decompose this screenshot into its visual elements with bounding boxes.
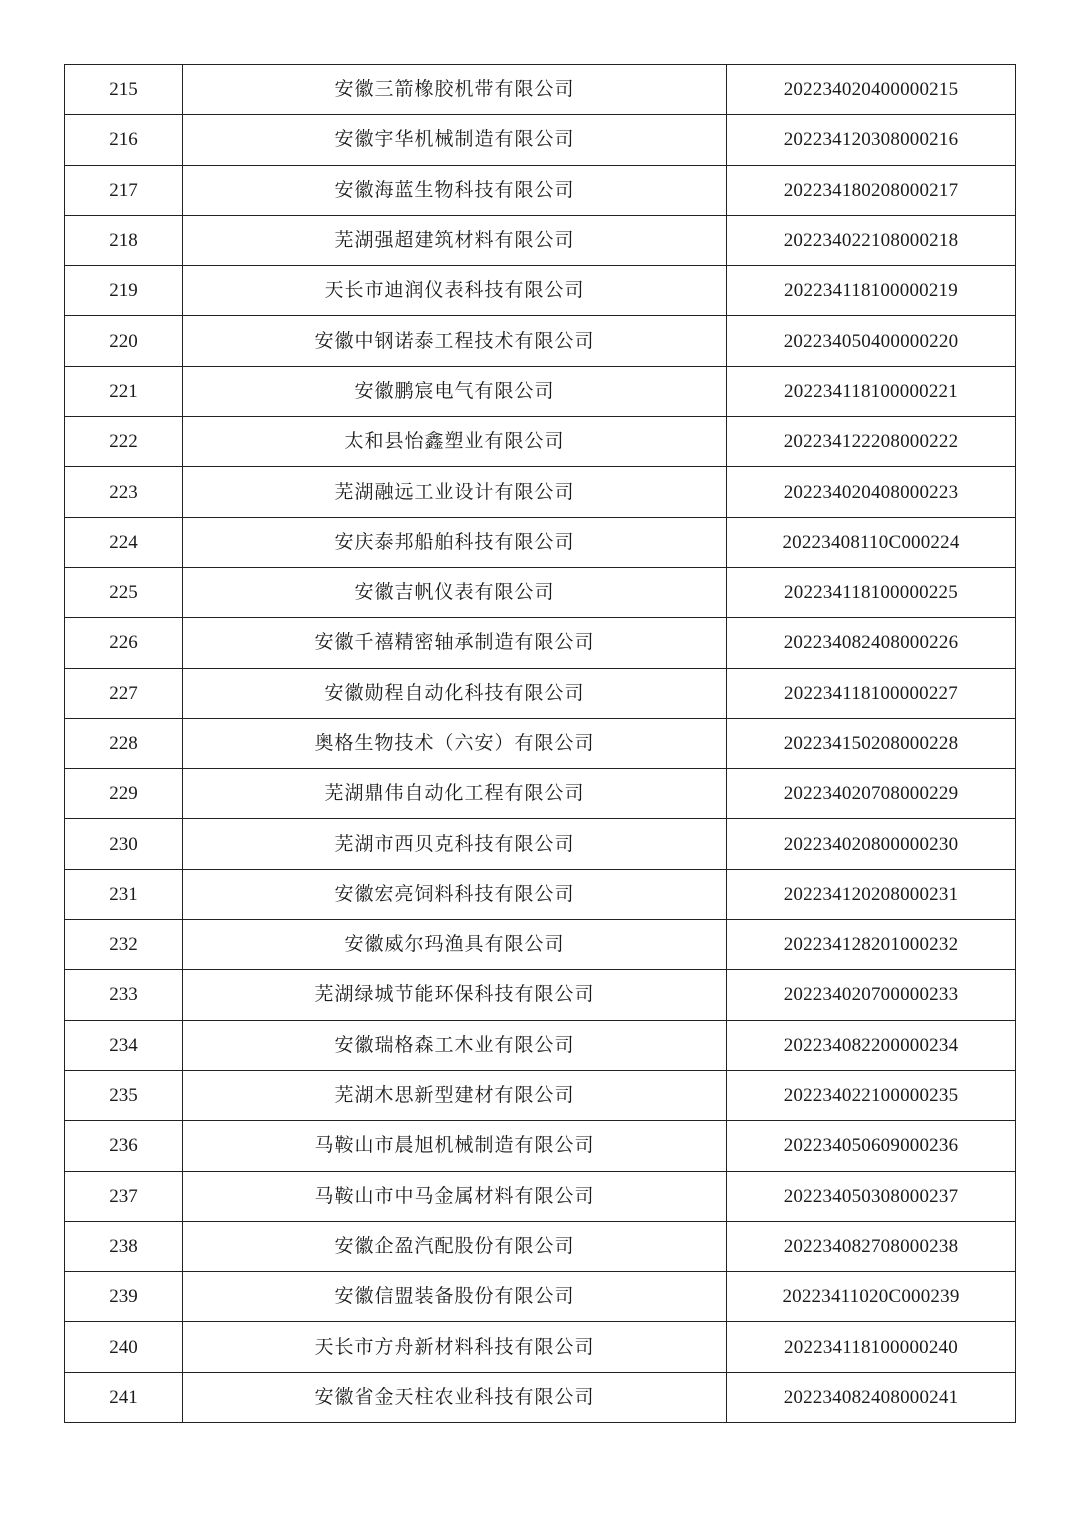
table-row	[65, 366, 1016, 416]
table-row	[65, 417, 1016, 467]
company-name: 芜湖鼎伟自动化工程有限公司	[183, 769, 727, 819]
registration-code: 202234020800000230	[727, 819, 1016, 869]
registration-code: 202234082408000226	[727, 618, 1016, 668]
row-index: 221	[65, 366, 183, 416]
company-name: 奥格生物技术（六安）有限公司	[183, 718, 727, 768]
table-row	[65, 718, 1016, 768]
row-index: 229	[65, 769, 183, 819]
row-index: 216	[65, 115, 183, 165]
row-index: 239	[65, 1272, 183, 1322]
registration-code: 202234118100000225	[727, 567, 1016, 617]
company-name: 马鞍山市晨旭机械制造有限公司	[183, 1121, 727, 1171]
row-index: 225	[65, 567, 183, 617]
registration-code: 202234020400000215	[727, 65, 1016, 115]
registration-code: 20223408110C000224	[727, 517, 1016, 567]
company-name: 安徽宏亮饲料科技有限公司	[183, 869, 727, 919]
table-row	[65, 567, 1016, 617]
company-name: 芜湖融远工业设计有限公司	[183, 467, 727, 517]
table-row	[65, 316, 1016, 366]
row-index: 223	[65, 467, 183, 517]
row-index: 230	[65, 819, 183, 869]
registration-code: 202234050400000220	[727, 316, 1016, 366]
row-index: 236	[65, 1121, 183, 1171]
company-name: 安徽省金天柱农业科技有限公司	[183, 1372, 727, 1422]
company-name: 安徽中钢诺泰工程技术有限公司	[183, 316, 727, 366]
company-name: 芜湖强超建筑材料有限公司	[183, 215, 727, 265]
company-name: 太和县怡鑫塑业有限公司	[183, 417, 727, 467]
table-row	[65, 1372, 1016, 1422]
registration-code: 202234120208000231	[727, 869, 1016, 919]
row-index: 240	[65, 1322, 183, 1372]
registration-code: 202234082200000234	[727, 1020, 1016, 1070]
company-name: 安徽千禧精密轴承制造有限公司	[183, 618, 727, 668]
table-row	[65, 1322, 1016, 1372]
registration-code: 202234150208000228	[727, 718, 1016, 768]
company-name: 芜湖市西贝克科技有限公司	[183, 819, 727, 869]
row-index: 224	[65, 517, 183, 567]
table-row	[65, 1121, 1016, 1171]
company-name: 天长市方舟新材料科技有限公司	[183, 1322, 727, 1372]
company-name: 安徽勋程自动化科技有限公司	[183, 668, 727, 718]
row-index: 238	[65, 1221, 183, 1271]
company-name: 安徽信盟装备股份有限公司	[183, 1272, 727, 1322]
company-name: 安徽企盈汽配股份有限公司	[183, 1221, 727, 1271]
table-row	[65, 970, 1016, 1020]
registration-code: 202234082708000238	[727, 1221, 1016, 1271]
company-name: 安徽吉帆仪表有限公司	[183, 567, 727, 617]
row-index: 217	[65, 165, 183, 215]
row-index: 219	[65, 266, 183, 316]
table-row	[65, 467, 1016, 517]
row-index: 226	[65, 618, 183, 668]
row-index: 222	[65, 417, 183, 467]
registration-code: 202234020408000223	[727, 467, 1016, 517]
company-name: 安庆泰邦船舶科技有限公司	[183, 517, 727, 567]
registration-code: 202234180208000217	[727, 165, 1016, 215]
table-row	[65, 517, 1016, 567]
table-row	[65, 668, 1016, 718]
table-row	[65, 1221, 1016, 1271]
company-name: 安徽鹏宸电气有限公司	[183, 366, 727, 416]
row-index: 232	[65, 920, 183, 970]
table-row	[65, 769, 1016, 819]
company-name: 芜湖绿城节能环保科技有限公司	[183, 970, 727, 1020]
table-row	[65, 819, 1016, 869]
row-index: 235	[65, 1070, 183, 1120]
table-row	[65, 266, 1016, 316]
company-name: 安徽瑞格森工木业有限公司	[183, 1020, 727, 1070]
table-row	[65, 215, 1016, 265]
registration-code: 202234022108000218	[727, 215, 1016, 265]
registration-code: 202234120308000216	[727, 115, 1016, 165]
company-name: 芜湖木思新型建材有限公司	[183, 1070, 727, 1120]
registration-code: 202234118100000221	[727, 366, 1016, 416]
row-index: 237	[65, 1171, 183, 1221]
company-registry-table	[64, 64, 1016, 1423]
registration-code: 202234020700000233	[727, 970, 1016, 1020]
table-row	[65, 618, 1016, 668]
company-name: 安徽威尔玛渔具有限公司	[183, 920, 727, 970]
company-name: 马鞍山市中马金属材料有限公司	[183, 1171, 727, 1221]
table-row	[65, 869, 1016, 919]
table-row	[65, 1171, 1016, 1221]
row-index: 231	[65, 869, 183, 919]
registration-code: 202234050308000237	[727, 1171, 1016, 1221]
registration-code: 202234020708000229	[727, 769, 1016, 819]
row-index: 233	[65, 970, 183, 1020]
row-index: 215	[65, 65, 183, 115]
row-index: 234	[65, 1020, 183, 1070]
registration-code: 202234050609000236	[727, 1121, 1016, 1171]
company-name: 安徽海蓝生物科技有限公司	[183, 165, 727, 215]
company-name: 天长市迪润仪表科技有限公司	[183, 266, 727, 316]
registration-code: 202234118100000219	[727, 266, 1016, 316]
row-index: 220	[65, 316, 183, 366]
table-row	[65, 920, 1016, 970]
registration-code: 202234118100000240	[727, 1322, 1016, 1372]
table-row	[65, 1020, 1016, 1070]
company-name: 安徽三箭橡胶机带有限公司	[183, 65, 727, 115]
table-row	[65, 65, 1016, 115]
registration-code: 202234022100000235	[727, 1070, 1016, 1120]
row-index: 241	[65, 1372, 183, 1422]
table-body	[65, 65, 1016, 1423]
table-row	[65, 1272, 1016, 1322]
registration-code: 202234082408000241	[727, 1372, 1016, 1422]
row-index: 228	[65, 718, 183, 768]
table-row	[65, 165, 1016, 215]
registration-code: 20223411020C000239	[727, 1272, 1016, 1322]
row-index: 227	[65, 668, 183, 718]
registration-code: 202234128201000232	[727, 920, 1016, 970]
table-row	[65, 1070, 1016, 1120]
registration-code: 202234122208000222	[727, 417, 1016, 467]
row-index: 218	[65, 215, 183, 265]
table-row	[65, 115, 1016, 165]
company-name: 安徽宇华机械制造有限公司	[183, 115, 727, 165]
registration-code: 202234118100000227	[727, 668, 1016, 718]
